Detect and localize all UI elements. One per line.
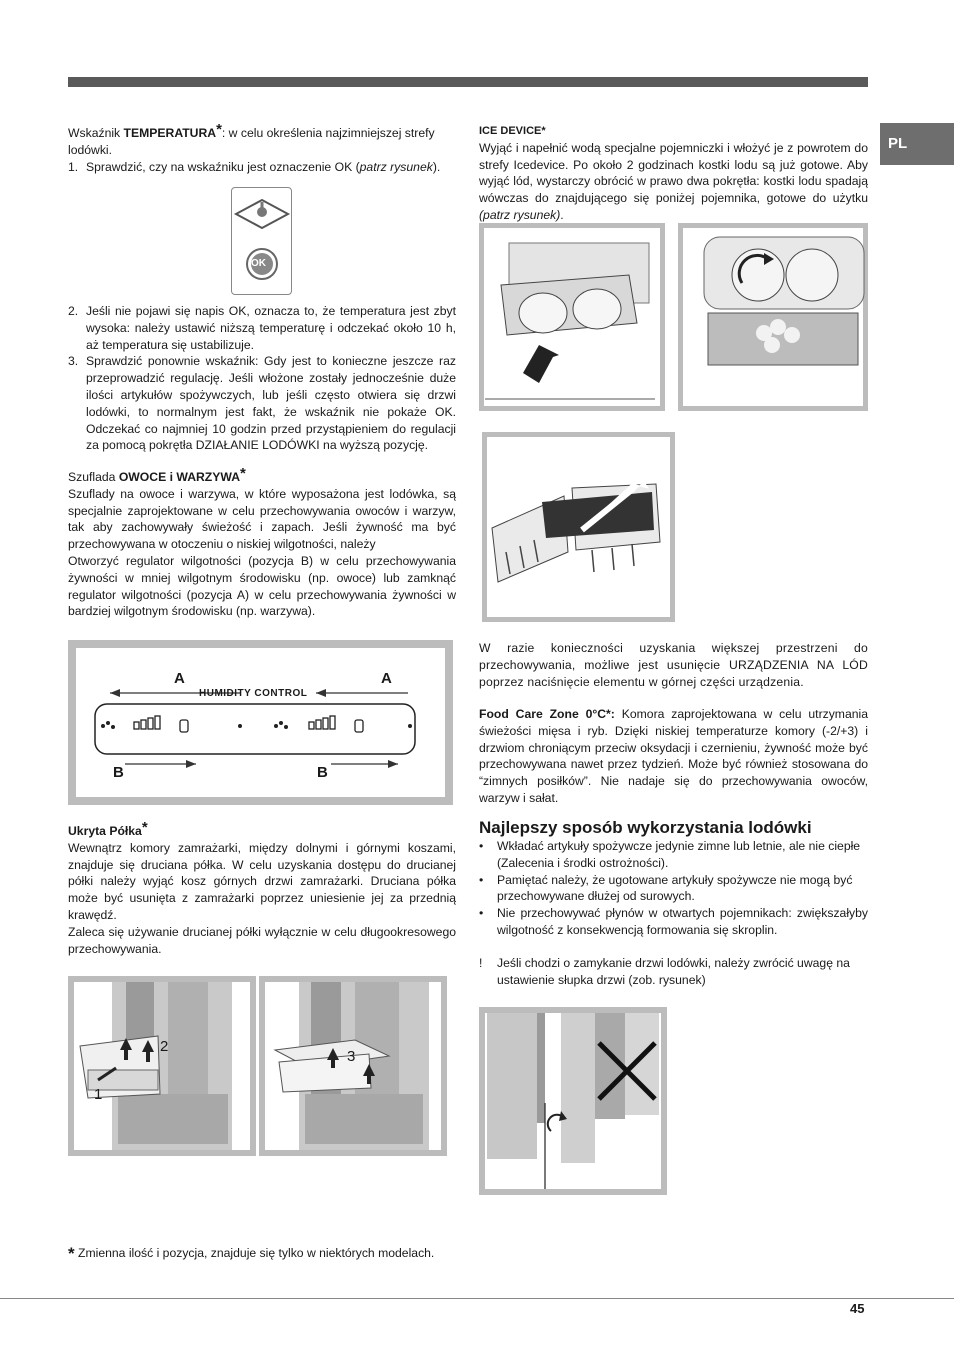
- step-number-2: 2: [160, 1038, 169, 1055]
- door-column-illustration: [479, 1007, 667, 1195]
- position-a-left: A: [174, 670, 185, 687]
- temperature-indicator-figure: [231, 187, 292, 295]
- freezer-drawer-figure-1: [68, 976, 256, 1156]
- ice-device-removal-figure: [482, 432, 675, 622]
- position-b-left: B: [113, 764, 124, 781]
- ice-device-figure-1: [479, 223, 665, 411]
- humidity-control-figure: [68, 640, 453, 805]
- food-care-section: Food Care Zone 0°C*: Komora zaprojektowana w celu utrzymania świeżości mięsa i ryb. Dzięki niskiej temperaturze komory (-2/+3) i drzwiom chroniącym przeciw oksydacji i czernieniu, żywność może być przechowywana nawet przez tydzień. Może być również stosowana do “zimnych posiłków”. Nie nadaje się do przechowywania owoców, warzyw i sałat.: [479, 707, 869, 805]
- shelf-text-2: Zaleca się używanie drucianej półki wyłącznie w celu długookresowego przechowywania.: [68, 924, 456, 956]
- bullet-item: • Nie przechowywać płynów w otwartych pojemnikach: zwiększałyby wilgotność z konsekwencją formowania się skroplin.: [479, 906, 868, 937]
- header-rule: [68, 77, 868, 87]
- shelf-title: Ukryta Półka*: [68, 819, 148, 838]
- ice-device-figure-2: [678, 223, 868, 411]
- step-3: 3. Sprawdzić ponownie wskaźnik: Gdy jest to konieczne jeszcze raz przeprowadzić regulację. Jeśli włożone zostały jednocześnie duże ilości artykułów spożywczych, lub jeśli często otwiera się drzwi lodówki, to normalnym jest fakt, że wskaźnik nie pokaże OK. Odczekać co najmniej 10 godzin przed przystąpieniem do regulacji za pomocą pokrętła DZIAŁANIE LODÓWKI na wyższą pozycję.: [68, 354, 456, 453]
- footnote: * Zmienna ilość i pozycja, znajduje się tylko w niektórych modelach.: [68, 1244, 435, 1263]
- door-note: ! Jeśli chodzi o zamykanie drzwi lodówki, należy zwrócić uwagę na ustawienie słupka drzwi (zob. rysunek): [479, 955, 850, 987]
- ice-tray-illustration: [479, 223, 665, 411]
- drawer-text-2: Otworzyć regulator wilgotności (pozycja B) w celu przechowywania żywności w mniej wilgotnym środowisku (np. owoce) lub zamknąć regulator wilgotności (pozycja A) w celu przechowywania żywności w bardziej wilgotnym środowisku (np. warzywa).: [68, 553, 456, 619]
- drawer-text: Szuflady na owoce i warzywa, w które wyposażona jest lodówka, są specjalnie zaprojektowane w celu przechowywania owoców i warzyw, tak aby zachowywały świeżość i zapach. Jeśli żywność ma być przechowywana w otoczeniu o niskiej wilgotności, należy: [68, 486, 456, 552]
- temperature-intro: Wskaźnik TEMPERATURA*: w celu określenia najzimniejszej strefy lodówki.: [68, 121, 435, 157]
- drawer-illustration: [68, 976, 256, 1156]
- drawer-section: [68, 466, 456, 620]
- remove-device-text: W razie konieczności uzyskania większej przestrzeni do przechowywania, możliwe jest usunięcie URZĄDZENIA NA LÓD poprzez naciśnięcie elementu w górnej części urządzenia.: [479, 641, 868, 689]
- left-column: [68, 122, 456, 175]
- step-number-3: 3: [347, 1048, 356, 1065]
- shelf-section: [68, 820, 456, 957]
- footer-rule: [0, 1298, 954, 1299]
- section-heading: Najlepszy sposób wykorzystania lodówki: [479, 818, 812, 837]
- page-number: 45: [850, 1301, 865, 1316]
- ice-container-illustration: [482, 432, 675, 622]
- door-flap-figure: [479, 1007, 667, 1195]
- ice-device-section: [479, 122, 868, 224]
- drawer-title: Szuflada OWOCE i WARZYWA*: [68, 465, 246, 484]
- bullet-item: • Pamiętać należy, że ugotowane artykuły spożywcze nie mogą być przechowywane dłużej od surowych.: [479, 872, 853, 904]
- ok-badge: OK: [251, 258, 266, 269]
- ice-device-text: Wyjąć i napełnić wodą specjalne pojemniczki i włożyć je z powrotem do strefy Icedevice. Po około 2 godzinach kostki lodu są już gotowe. Aby wyjąć lód, wystarczy obrócić w prawo dwa pokrętła: kostki lodu spadają wówczas do znajdującego się poniżej pojemnika, gotowe do użytku (patrz rysunek).: [479, 140, 868, 222]
- shelf-illustration: [259, 976, 447, 1156]
- step-2: 2. Jeśli nie pojawi się napis OK, oznacza to, że temperatura jest zbyt wysoka: należy ustawić niższą temperaturę i odczekać około 10 h, aż temperatura się ustabilizuje.: [68, 304, 456, 352]
- position-a-right: A: [381, 670, 392, 687]
- shelf-text: Wewnątrz komory zamrażarki, między dolnymi i górnymi koszami, znajduje się druciana półka. W celu uzyskania dostępu do drucianej półki należy wyjąć kosz górnych drzwi zamrażarki. Druciana półka może być usunięta z zamrażarki poprzez uniesienie jej za przednią krawędź.: [68, 840, 456, 922]
- ice-device-title: ICE DEVICE*: [479, 125, 546, 137]
- left-column-steps: [68, 303, 456, 454]
- bullet-item: • Wkładać artykuły spożywcze jedynie zimne lub letnie, ale nie ciepłe (Zalecenia i środki ostrożności).: [479, 839, 861, 870]
- humidity-control-label: HUMIDITY CONTROL: [199, 688, 308, 699]
- ice-knobs-illustration: [678, 223, 868, 411]
- humidity-diagram: [68, 640, 453, 805]
- thermometer-icon: [232, 188, 293, 296]
- best-use-section: [479, 818, 868, 988]
- language-tab: PL: [880, 123, 954, 165]
- step-number-1: 1: [94, 1086, 103, 1103]
- freezer-drawer-figure-2: [259, 976, 447, 1156]
- step-1: 1. Sprawdzić, czy na wskaźniku jest oznaczenie OK (patrz rysunek).: [68, 159, 441, 174]
- position-b-right: B: [317, 764, 328, 781]
